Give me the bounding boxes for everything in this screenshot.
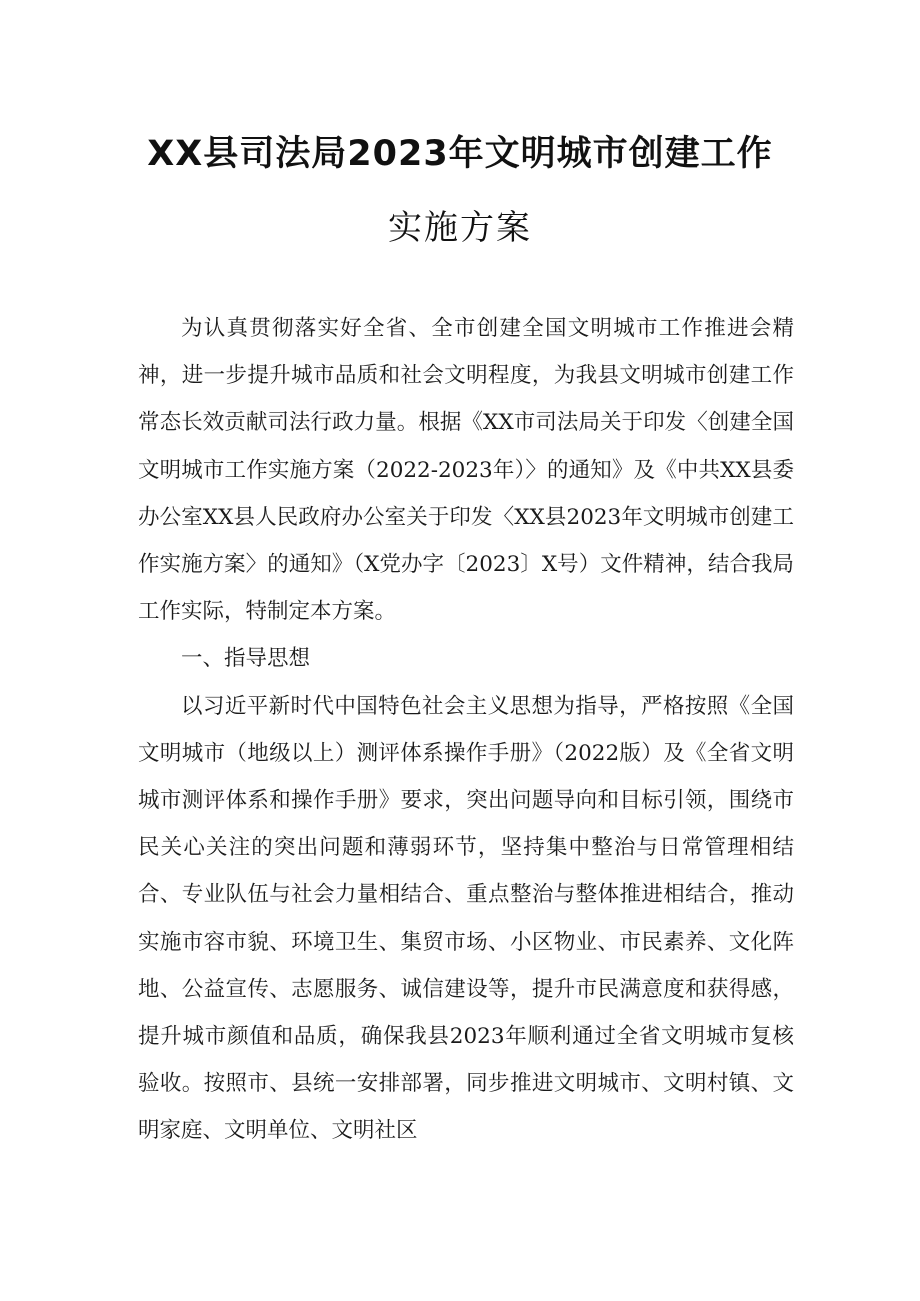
guiding-ideology-paragraph: 以习近平新时代中国特色社会主义思想为指导，严格按照《全国文明城市（地级以上）测评体系操作手册》（2022版）及《全省文明城市测评体系和操作手册》要求，突出问题导向和目标引领，围绕市民关心关注的突出问题和薄弱环节，坚持集中整治与日常管理相结合、专业队伍与社会力量相结合、重点整治与整体推进相结合，推动实施市容市貌、环境卫生、集贸市场、小区物业、市民素养、文化阵地、公益宣传、志愿服务、诚信建设等，提升市民满意度和获得感，提升城市颜值和品质，确保我县2023年顺利通过全省文明城市复核验收。按照市、县统一安排部署，同步推进文明城市、文明村镇、文明家庭、文明单位、文明社区 xyxy=(138,693,794,1144)
intro-paragraph: 为认真贯彻落实好全省、全市创建全国文明城市工作推进会精神，进一步提升城市品质和社会文明程度，为我县文明城市创建工作常态长效贡献司法行政力量。根据《XX市司法局关于印发〈创建全国文明城市工作实施方案（2022-2023年）〉的通知》及《中共XX县委办公室XX县人民政府办公室关于印发〈XX县2023年文明城市创建工作实施方案〉的通知》（X党办字〔2023〕X号）文件精神，结合我局工作实际，特制定本方案。 xyxy=(138,316,794,625)
section-heading-guiding-ideology: 一、指导思想 xyxy=(181,646,311,672)
document-subtitle: 实施方案 xyxy=(388,208,532,248)
document-body xyxy=(138,305,794,1155)
document-title: XX县司法局2023年文明城市创建工作 xyxy=(147,134,773,174)
